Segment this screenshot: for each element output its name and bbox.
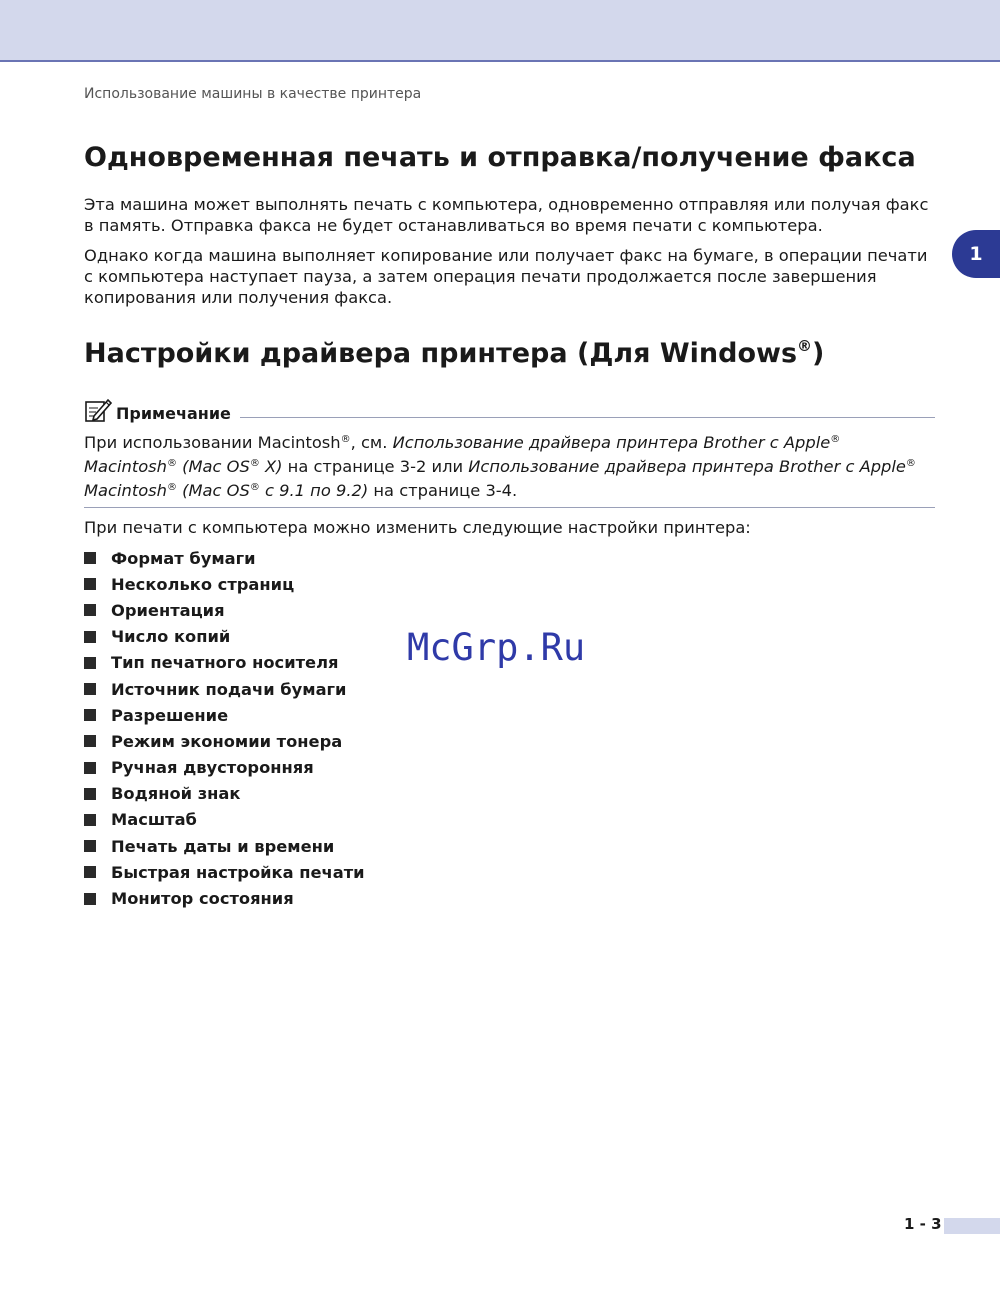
list-item: Тип печатного носителя xyxy=(84,650,365,676)
list-item: Несколько страниц xyxy=(84,571,365,597)
running-header: Использование машины в качестве принтера xyxy=(84,86,422,102)
square-bullet-icon xyxy=(84,657,96,669)
section-title-text: Настройки драйвера принтера (Для Windows xyxy=(84,338,798,369)
square-bullet-icon xyxy=(84,709,96,721)
list-item: Масштаб xyxy=(84,807,365,833)
square-bullet-icon xyxy=(84,840,96,852)
list-item: Режим экономии тонера xyxy=(84,728,365,754)
list-item: Источник подачи бумаги xyxy=(84,676,365,702)
note-title: Примечание xyxy=(116,404,231,423)
settings-list xyxy=(84,545,365,912)
note-text: При использовании Macintosh®, см. Использование драйвера принтера Brother с Apple® Macintosh® (Mac OS® X) на странице 3-2 или Использование драйвера принтера Brother с Apple® Macintosh® (Mac OS® с 9.1 по 9.2) на странице 3-4. xyxy=(84,433,916,500)
square-bullet-icon xyxy=(84,683,96,695)
note-top-rule xyxy=(240,417,935,418)
square-bullet-icon xyxy=(84,893,96,905)
section-title-driver-settings xyxy=(84,337,824,369)
note-header xyxy=(84,399,935,425)
square-bullet-icon xyxy=(84,578,96,590)
list-item: Формат бумаги xyxy=(84,545,365,571)
section-title-simultaneous: Одновременная печать и отправка/получение факса xyxy=(84,142,916,173)
note-bottom-rule xyxy=(84,507,935,508)
chapter-tab xyxy=(952,230,1000,278)
square-bullet-icon xyxy=(84,735,96,747)
top-band xyxy=(0,0,1000,62)
list-item: Ориентация xyxy=(84,597,365,623)
note-pencil-icon xyxy=(84,397,112,423)
paragraph-1: Эта машина может выполнять печать с компьютера, одновременно отправляя или получая факс в память. Отправка факса не будет останавливаться во время печати с компьютера. xyxy=(84,195,929,235)
square-bullet-icon xyxy=(84,631,96,643)
square-bullet-icon xyxy=(84,788,96,800)
list-item: Число копий xyxy=(84,624,365,650)
list-item: Ручная двусторонняя xyxy=(84,755,365,781)
square-bullet-icon xyxy=(84,814,96,826)
section-title-close: ) xyxy=(812,338,825,369)
chapter-number: 1 xyxy=(969,243,983,265)
watermark-text: McGrp.Ru xyxy=(407,626,586,669)
page-number: 1 - 3 xyxy=(904,1215,942,1233)
square-bullet-icon xyxy=(84,762,96,774)
registered-mark: ® xyxy=(797,337,813,355)
footer-bar xyxy=(944,1218,1000,1234)
list-item: Быстрая настройка печати xyxy=(84,859,365,885)
list-item: Печать даты и времени xyxy=(84,833,365,859)
settings-intro: При печати с компьютера можно изменить следующие настройки принтера: xyxy=(84,518,751,537)
paragraph-2: Однако когда машина выполняет копирование или получает факс на бумаге, в операции печати с компьютера наступает пауза, а затем операция печати продолжается после завершения копирования или получения факса. xyxy=(84,246,928,307)
square-bullet-icon xyxy=(84,604,96,616)
list-item: Водяной знак xyxy=(84,781,365,807)
square-bullet-icon xyxy=(84,866,96,878)
list-item: Разрешение xyxy=(84,702,365,728)
square-bullet-icon xyxy=(84,552,96,564)
list-item: Монитор состояния xyxy=(84,885,365,911)
